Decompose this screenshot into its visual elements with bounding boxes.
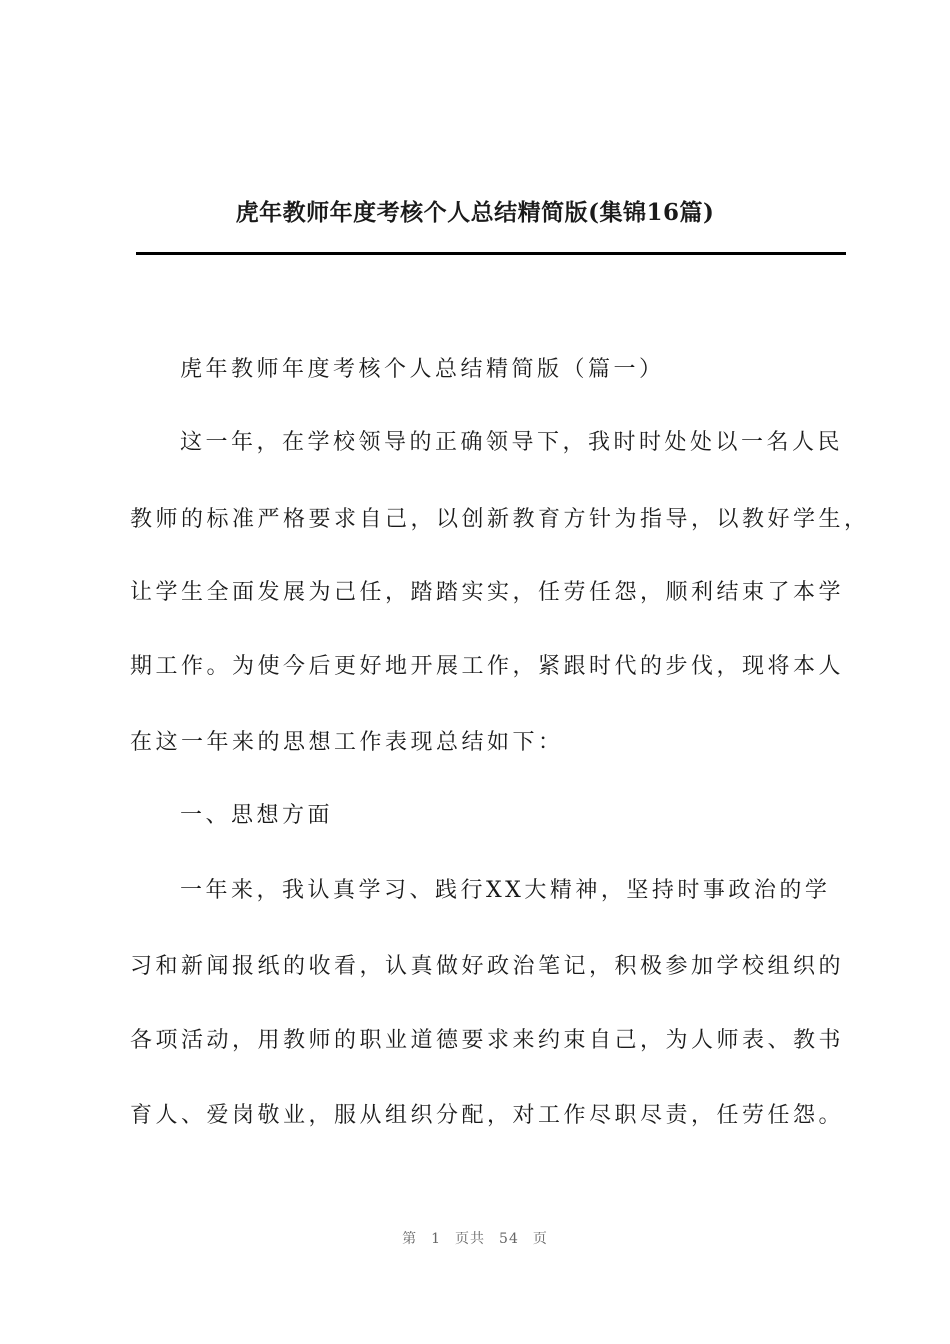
paragraph2-line-3: 各项活动，用教师的职业道德要求来约束自己，为人师表、教书 bbox=[130, 1028, 845, 1053]
paragraph2-line-4: 育人、爱岗敬业，服从组织分配，对工作尽职尽责，任劳任怨。 bbox=[130, 1103, 845, 1128]
subheading-thought: 一、思想方面 bbox=[180, 803, 334, 828]
footer-label-page: 第 bbox=[402, 1231, 418, 1247]
footer-label-end: 页 bbox=[532, 1231, 548, 1247]
footer-current-page: 1 bbox=[431, 1231, 442, 1247]
paragraph1-line-2: 教师的标准严格要求自己，以创新教育方针为指导，以教好学生， bbox=[130, 507, 870, 532]
paragraph2-line-2: 习和新闻报纸的收看，认真做好政治笔记，积极参加学校组织的 bbox=[130, 954, 845, 979]
title-underline bbox=[136, 252, 846, 255]
paragraph1-line-1: 这一年，在学校领导的正确领导下，我时时处处以一名人民 bbox=[180, 430, 844, 455]
footer-label-of: 页共 bbox=[455, 1231, 486, 1247]
paragraph1-line-3: 让学生全面发展为己任，踏踏实实，任劳任怨，顺利结束了本学 bbox=[130, 580, 845, 605]
paragraph2-line-1: 一年来，我认真学习、践行XX大精神，坚持时事政治的学 bbox=[180, 878, 831, 903]
footer-total-pages: 54 bbox=[499, 1231, 519, 1247]
document-title: 虎年教师年度考核个人总结精简版(集锦16篇) bbox=[235, 199, 715, 226]
paragraph1-line-4: 期工作。为使今后更好地开展工作，紧跟时代的步伐，现将本人 bbox=[130, 654, 845, 679]
section-heading: 虎年教师年度考核个人总结精简版（篇一） bbox=[180, 357, 665, 382]
paragraph1-line-5: 在这一年来的思想工作表现总结如下： bbox=[130, 730, 564, 755]
page-number-footer bbox=[0, 1228, 950, 1248]
